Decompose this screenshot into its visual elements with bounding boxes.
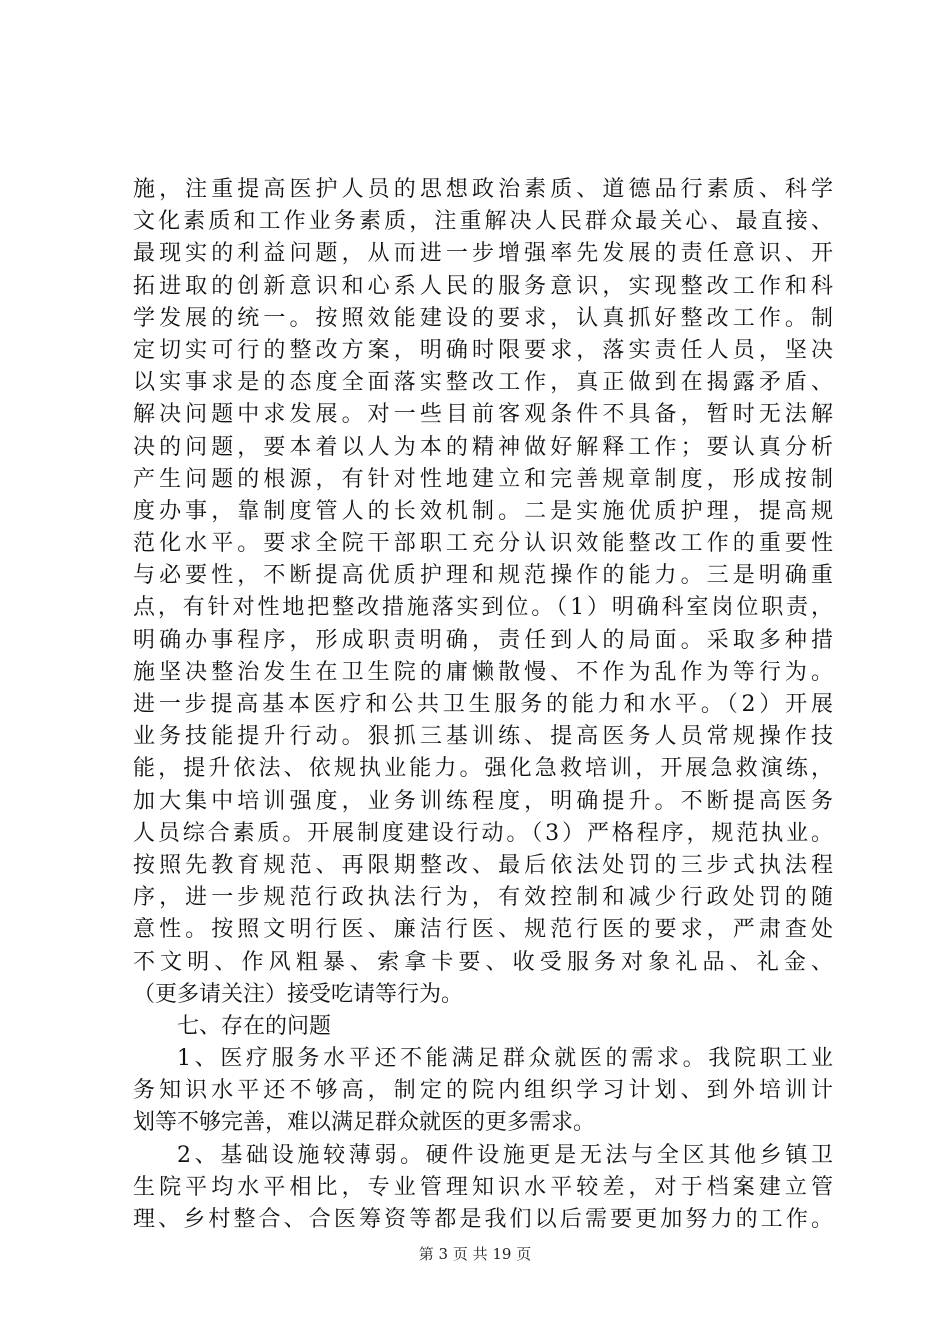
text-line: 划等不够完善，难以满足群众就医的更多需求。 [133, 1110, 596, 1136]
text-line: 务知识水平还不够高，制定的院内组织学习计划、到外培训计 [133, 1078, 833, 1104]
text-line: 度办事，靠制度管人的长效机制。二是实施优质护理，提高规 [133, 498, 833, 524]
text-line: 意性。按照文明行医、廉洁行医、规范行医的要求，严肃查处 [133, 917, 833, 943]
text-line: 不文明、作风粗暴、索拿卡要、收受服务对象礼品、礼金、 [133, 949, 833, 975]
text-line: 产生问题的根源，有针对性地建立和完善规章制度，形成按制 [133, 466, 833, 492]
text-line: 最现实的利益问题，从而进一步增强率先发展的责任意识、开 [133, 241, 833, 267]
text-line: 1、医疗服务水平还不能满足群众就医的需求。我院职工业 [177, 1046, 833, 1072]
page-number-footer: 第 3 页 共 19 页 [418, 1245, 532, 1263]
text-line: 按照先教育规范、再限期整改、最后依法处罚的三步式执法程 [133, 852, 833, 878]
text-line: 明确办事程序，形成职责明确，责任到人的局面。采取多种措 [133, 627, 833, 653]
text-line: 定切实可行的整改方案，明确时限要求，落实责任人员，坚决 [133, 337, 833, 363]
text-line: 业务技能提升行动。狠抓三基训练、提高医务人员常规操作技 [133, 724, 833, 750]
text-line: 理、乡村整合、合医筹资等都是我们以后需要更加努力的工作。 [133, 1207, 833, 1232]
text-line: 以实事求是的态度全面落实整改工作，真正做到在揭露矛盾、 [133, 370, 833, 396]
text-line: 序，进一步规范行政执法行为，有效控制和减少行政处罚的随 [133, 885, 833, 911]
text-line: 生院平均水平相比，专业管理知识水平较差，对于档案建立管 [133, 1174, 833, 1200]
text-line: 施坚决整治发生在卫生院的庸懒散慢、不作为乱作为等行为。 [133, 659, 833, 685]
text-line: 学发展的统一。按照效能建设的要求，认真抓好整改工作。制 [133, 305, 833, 331]
text-line: 点，有针对性地把整改措施落实到位。（1）明确科室岗位职责， [133, 595, 833, 621]
text-line: 文化素质和工作业务素质，注重解决人民群众最关心、最直接、 [133, 209, 833, 235]
text-line: 进一步提高基本医疗和公共卫生服务的能力和水平。（2）开展 [133, 692, 833, 717]
text-line: 拓进取的创新意识和心系人民的服务意识，实现整改工作和科 [133, 273, 833, 299]
document-body [133, 174, 833, 1236]
text-line: 能，提升依法、依规执业能力。强化急救培训，开展急救演练， [133, 756, 833, 782]
text-line: 决的问题，要本着以人为本的精神做好解释工作；要认真分析 [133, 434, 833, 460]
text-line: （更多请关注）接受吃请等行为。 [133, 981, 464, 1007]
text-line: 加大集中培训强度，业务训练程度，明确提升。不断提高医务 [133, 788, 833, 814]
issue-item-1 [133, 1043, 833, 1140]
section-heading: 七、存在的问题 [177, 1013, 332, 1039]
text-line: 解决问题中求发展。对一些目前客观条件不具备，暂时无法解 [133, 402, 833, 428]
paragraph-main [133, 174, 833, 1011]
text-line: 与必要性，不断提高优质护理和规范操作的能力。三是明确重 [133, 563, 833, 589]
text-line: 施，注重提高医护人员的思想政治素质、道德品行素质、科学 [133, 177, 833, 202]
text-line: 范化水平。要求全院干部职工充分认识效能整改工作的重要性 [133, 531, 833, 557]
issue-item-2 [133, 1140, 833, 1237]
text-line: 人员综合素质。开展制度建设行动。（3）严格程序，规范执业。 [133, 820, 833, 846]
text-line: 2、基础设施较薄弱。硬件设施更是无法与全区其他乡镇卫 [177, 1142, 833, 1168]
